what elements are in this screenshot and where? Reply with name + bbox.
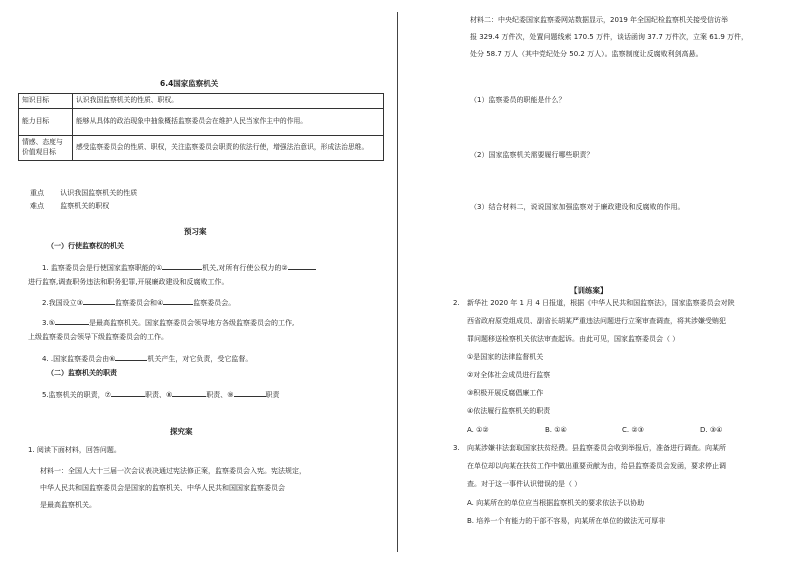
material-1-line-2: 中华人民共和国监察委员会是国家的监察机关、中华人民共和国国家监察委员会 — [40, 484, 285, 492]
q1-text-b: 机关,对所有行使公权力的② — [202, 264, 288, 272]
q2-text-a: 2.我国设立③ — [42, 299, 83, 307]
answer-blank[interactable] — [111, 389, 145, 397]
q5-text-b: 职责、⑧ — [144, 391, 173, 399]
t2-choice-d[interactable]: D. ③④ — [700, 426, 723, 434]
table-row — [19, 108, 384, 135]
t2-option-3: ③积极开展反腐倡廉工作 — [467, 389, 544, 397]
t3-line-1: 向某涉嫌非法套取国家扶贫经费。县监察委员会收到举报后，准备进行调查。向某所 — [467, 444, 726, 452]
column-divider — [397, 12, 398, 552]
t2-option-2: ②对全体社会成员进行监察 — [467, 371, 551, 379]
question-5 — [42, 389, 280, 399]
q5-text-a: 5.监察机关的职责，⑦ — [42, 391, 111, 399]
explore-subquestion-1: （1）监察委员的职能是什么？ — [470, 96, 566, 104]
t3-choice-a[interactable]: A. 向某所在的单位应当根据监察机关的要求依法予以协助 — [467, 499, 645, 507]
material-2-line-3: 处分 58.7 万人（其中党纪处分 50.2 万人）。监察制度让反腐败利剑高悬。 — [470, 50, 703, 58]
t2-line-2: 西省政府原党组成员、副省长胡某严重违法问题进行立案审查调查，将其涉嫌受贿犯 — [467, 317, 726, 325]
objective-text: 感受监察委员会的性质、职权，关注监察委员会职责的依法行使，增强法治意识，形成法治思维。 — [73, 135, 384, 160]
training-heading: 【训练案】 — [570, 286, 608, 295]
objective-text: 能够从具体的政治现象中抽象概括监察委员会在维护人民当家作主中的作用。 — [73, 108, 384, 135]
q2-text-c: 监察委员会。 — [193, 299, 236, 307]
t2-option-4: ④依法履行监察机关的职责 — [467, 407, 551, 415]
q3-text-c: 上级监察委员会领导下级监察委员会的工作。 — [28, 333, 168, 341]
q3-text-a: 3.⑤ — [42, 319, 55, 327]
t3-line-3: 查。对于这一事件认识错误的是（ ） — [467, 480, 582, 488]
material-2-line-1: 材料二：中央纪委国家监察委网站数据显示，2019 年全国纪检监察机关接受信访举 — [470, 16, 729, 24]
preview-heading: 预习案 — [184, 227, 207, 236]
objective-label: 情感、态度与价值观目标 — [19, 135, 73, 160]
objective-label: 知识目标 — [19, 94, 73, 109]
q3-text-b: 是最高监察机关。国家监察委员会领导地方各级监察委员会的工作, — [88, 319, 295, 327]
q4-text-b: 机关产生，对它负责，受它监督。 — [147, 355, 253, 363]
material-1-line-3: 是最高监察机关。 — [40, 501, 96, 509]
keypoint-text: 认识我国监察机关的性质 — [60, 189, 138, 197]
q1-text-a: 1. 监察委员会是行使国家监察职能的① — [42, 264, 163, 272]
t3-number: 3. — [453, 444, 460, 452]
t2-choice-a[interactable]: A. ①② — [467, 426, 489, 434]
q4-text-a: 4. .国家监察委员会由⑥ — [42, 355, 116, 363]
answer-blank[interactable] — [288, 262, 316, 270]
difficulty-text: 监察机关的职权 — [60, 202, 110, 210]
material-2-line-2: 报 329.4 万件次，处置问题线索 170.5 万件，谈话函询 37.7 万件次，立案 61.9 万件， — [470, 33, 749, 41]
t3-choice-b[interactable]: B. 培养一个有能力的干部不容易，向某所在单位的做法无可厚非 — [467, 517, 666, 525]
question-3-line-1 — [42, 317, 294, 327]
lesson-title: 6.4国家监察机关 — [160, 79, 219, 88]
question-4 — [42, 353, 252, 363]
section1-heading: （一）行使监察权的机关 — [47, 242, 124, 250]
material-1-line-1: 材料一：全国人大十三届一次会议表决通过宪法修正案，监察委员会入宪。宪法规定， — [40, 467, 306, 475]
answer-blank[interactable] — [234, 389, 266, 397]
t3-line-2: 在单位却以向某在扶贫工作中做出重要贡献为由，给县监察委员会发函，要求停止调 — [467, 462, 726, 470]
difficulty-label: 难点 — [30, 202, 44, 210]
t2-choice-b[interactable]: B. ①④ — [545, 426, 567, 434]
objectives-table — [18, 93, 384, 161]
t2-number: 2. — [453, 299, 460, 307]
answer-blank[interactable] — [115, 353, 147, 361]
explore-subquestion-3: （3）结合材料二，说说国家加强监察对于廉政建设和反腐败的作用。 — [470, 203, 685, 211]
question-2 — [42, 297, 235, 307]
t2-line-3: 罪问题移送检察机关依法审查起诉。由此可见，国家监察委员会（ ） — [467, 335, 680, 343]
explore-subquestion-2: （2）国家监察机关需要履行哪些职责？ — [470, 151, 594, 159]
table-row — [19, 135, 384, 160]
explore-heading: 探究案 — [170, 427, 193, 436]
answer-blank[interactable] — [162, 262, 202, 270]
q2-text-b: 监察委员会和④ — [114, 299, 164, 307]
q1-text-c: 进行监察,调查职务违法和职务犯罪,开展廉政建设和反腐败工作。 — [28, 278, 229, 286]
t2-line-1: 新华社 2020 年 1 月 4 日报道，根据《中华人民共和国监察法》，国家监察委员会对陕 — [467, 299, 735, 307]
q5-text-c: 职责、⑨ — [206, 391, 234, 399]
answer-blank[interactable] — [55, 317, 89, 325]
objective-label: 能力目标 — [19, 108, 73, 135]
answer-blank[interactable] — [172, 389, 206, 397]
section2-heading: （二）监察机关的职责 — [47, 369, 117, 377]
explore-question-1: 1. 阅读下面材料，回答问题。 — [28, 446, 121, 454]
objective-text: 认识我国监察机关的性质、职权。 — [73, 94, 384, 109]
answer-blank[interactable] — [163, 297, 193, 305]
difficulty-row — [30, 203, 109, 210]
t2-option-1: ①是国家的法律监督机关 — [467, 353, 544, 361]
question-1-line-1 — [42, 262, 316, 272]
keypoint-row — [30, 190, 137, 197]
q5-text-d: 职责 — [265, 391, 280, 399]
t2-choice-c[interactable]: C. ②③ — [622, 426, 644, 434]
answer-blank[interactable] — [83, 297, 115, 305]
table-row — [19, 94, 384, 109]
keypoint-label: 重点 — [30, 189, 44, 197]
